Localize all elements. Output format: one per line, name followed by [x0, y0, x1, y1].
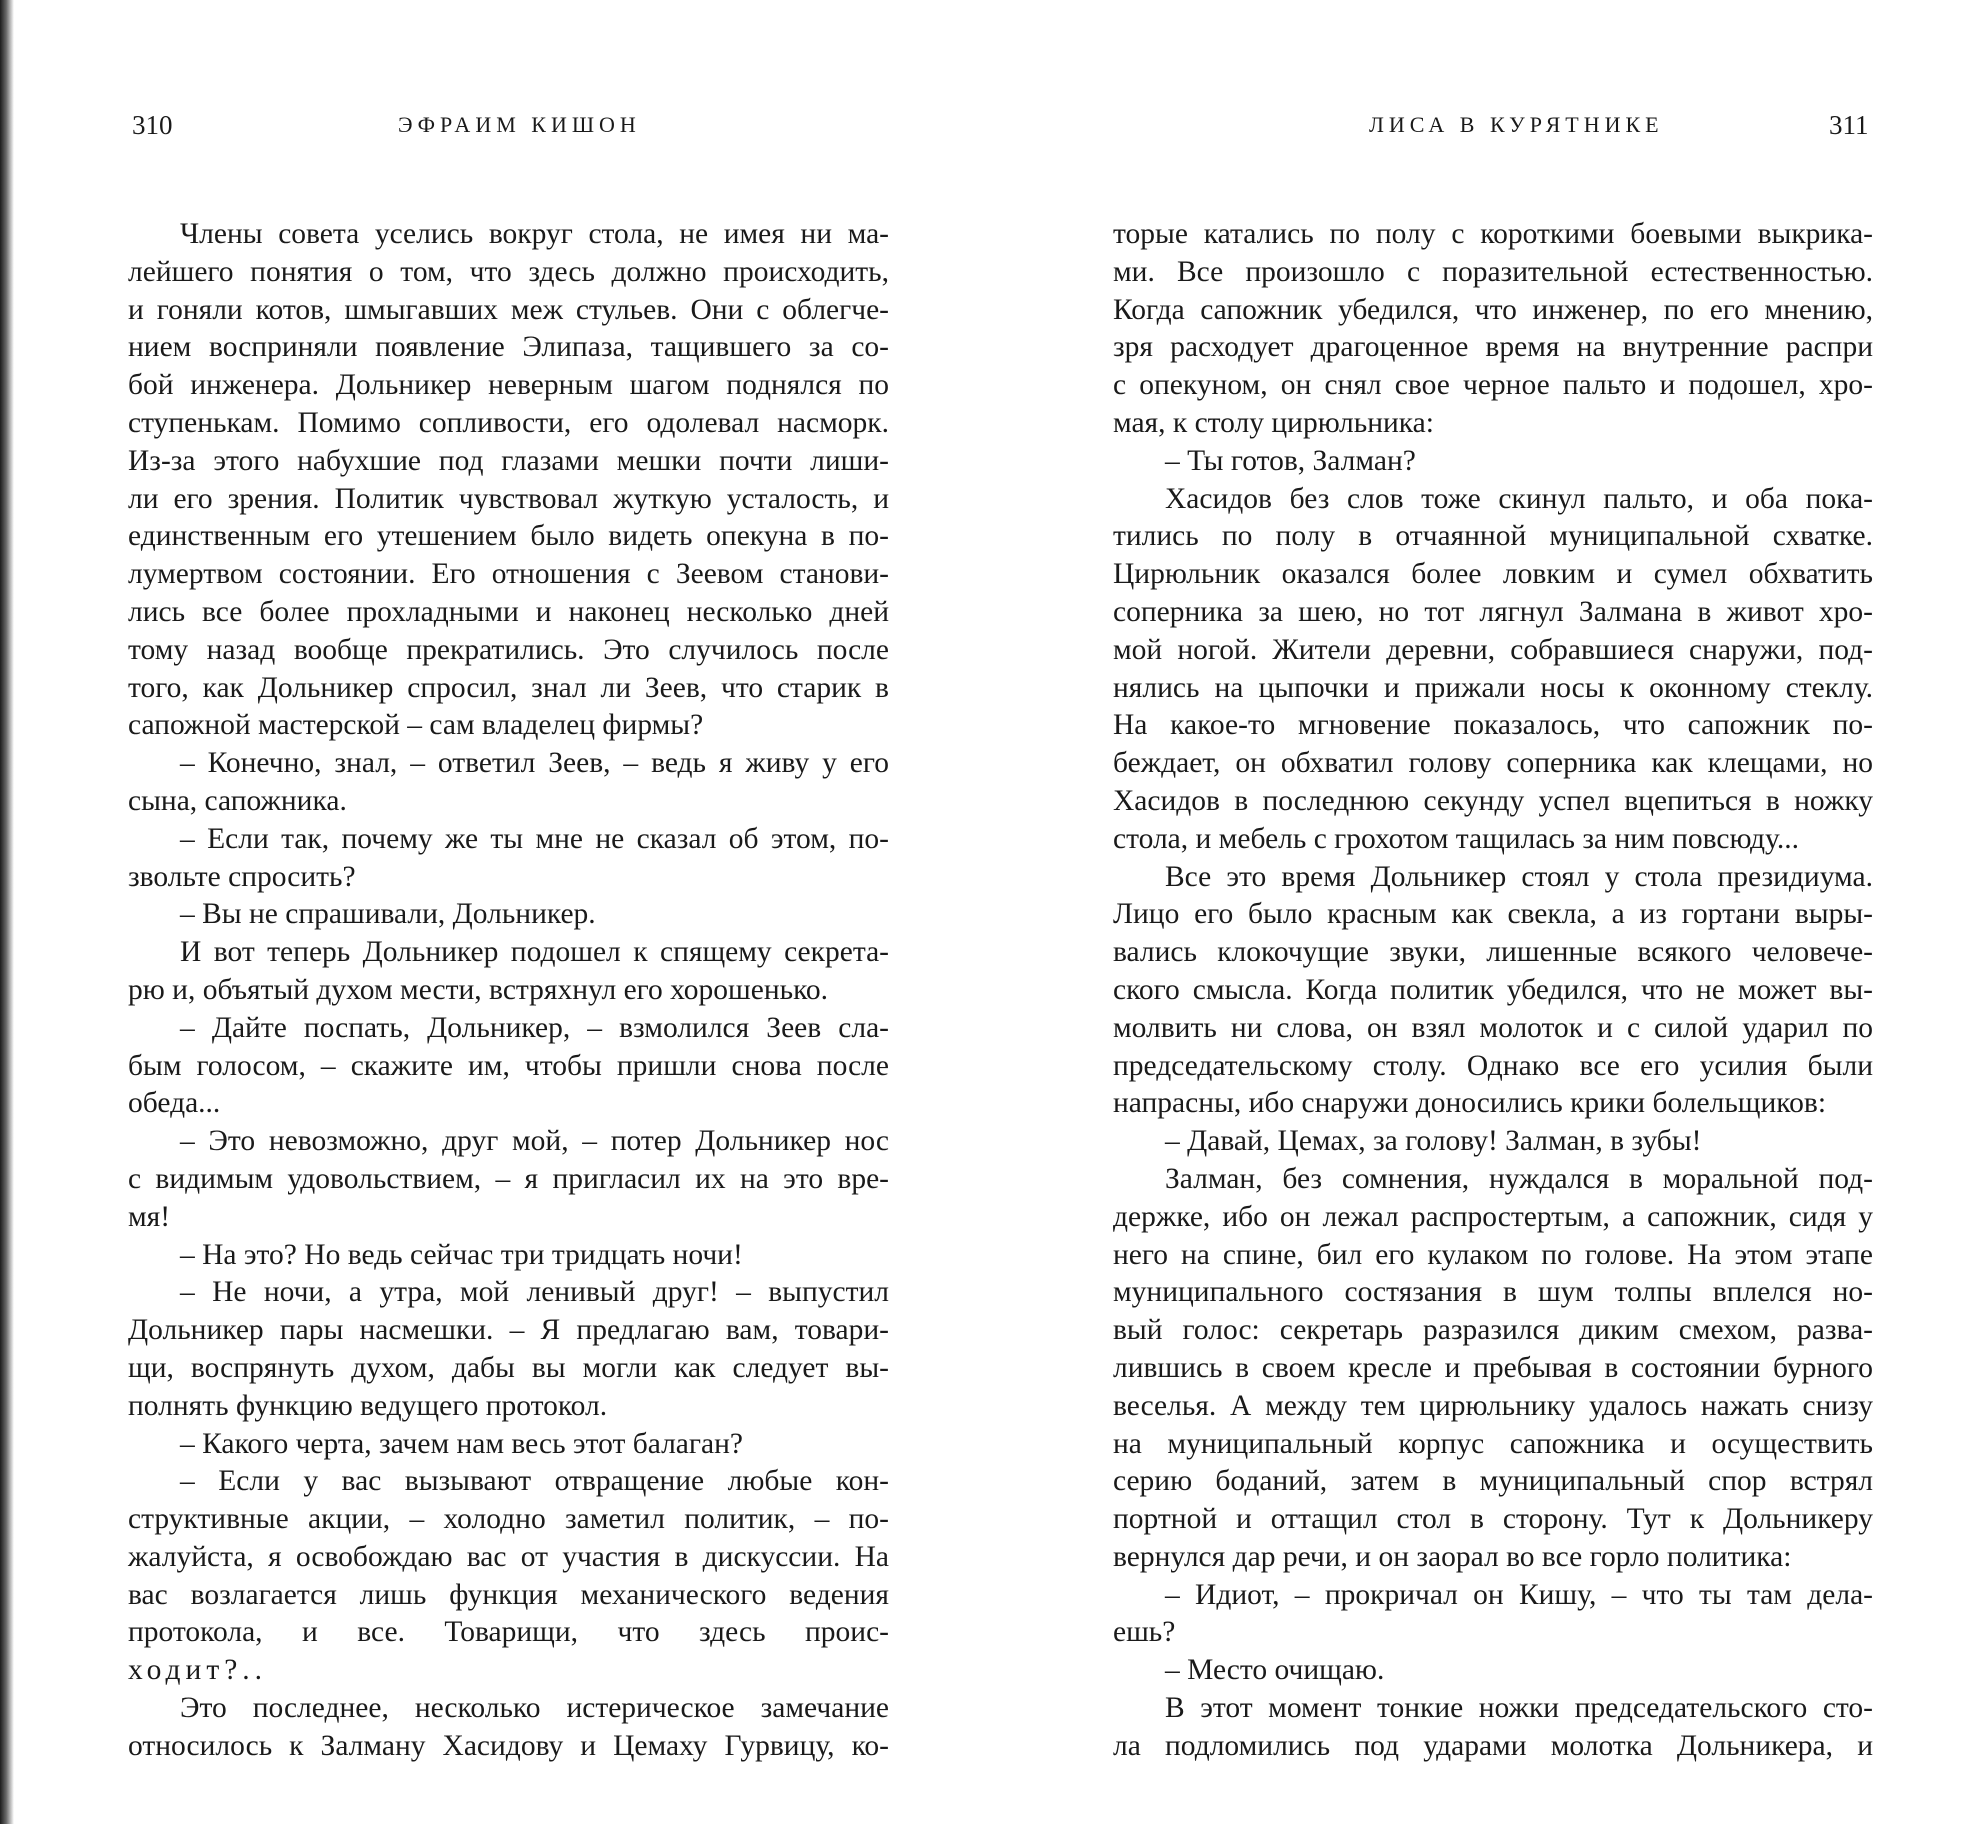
text-line: – Какого черта, зачем нам весь этот балаган?: [180, 1427, 743, 1460]
text-line: И вот теперь Дольникер подошел к спящему секрета-: [180, 936, 889, 969]
text-line: Лицо его было красным как свекла, а из гортани выры-: [1113, 898, 1873, 931]
text-line: Залман, без сомнения, нуждался в моральной под-: [1165, 1162, 1873, 1195]
text-line: сына, сапожника.: [128, 784, 347, 817]
text-line: ходит?..: [128, 1654, 268, 1687]
text-line: полнять функцию ведущего протокол.: [128, 1389, 608, 1422]
text-line: – Дайте поспать, Дольникер, – взмолился Зеев сла-: [180, 1011, 889, 1044]
text-line: бым голосом, – скажите им, чтобы пришли снова после: [128, 1049, 889, 1082]
text-line: веселья. А между тем цирюльнику удалось нажать снизу: [1113, 1389, 1873, 1422]
text-line: вый голос: секретарь разразился диким смехом, разва-: [1113, 1314, 1873, 1347]
text-line: напрасны, ибо снаружи доносились крики болельщиков:: [1113, 1087, 1827, 1120]
text-line: того, как Дольникер спросил, знал ли Зеев, что старик в: [128, 671, 889, 704]
text-line: обеда...: [128, 1087, 221, 1120]
text-line: – Конечно, знал, – ответил Зеев, – ведь я живу у его: [180, 747, 889, 780]
text-line: мя!: [128, 1200, 171, 1233]
right-page-number: 311: [1829, 110, 1869, 140]
right-running-head: ЛИСА В КУРЯТНИКЕ: [1369, 112, 1664, 137]
text-line: Из-за этого набухшие под глазами мешки почти лиши-: [128, 444, 889, 477]
text-line: – Вы не спрашивали, Дольникер.: [180, 898, 596, 931]
right-page: [993, 0, 1986, 1824]
text-line: вас возлагается лишь функция механического ведения: [128, 1578, 889, 1611]
text-line: Это последнее, несколько истерическое замечание: [180, 1692, 889, 1725]
text-line: ла подломились под ударами молотка Дольникера, и: [1113, 1729, 1873, 1762]
text-line: бой инженера. Дольникер неверным шагом поднялся по: [128, 369, 889, 402]
text-line: нием восприняли появление Элипаза, тащившего за со-: [128, 331, 889, 364]
text-line: беждает, он обхватил голову соперника как клещами, но: [1113, 747, 1873, 780]
text-line: Члены совета уселись вокруг стола, не имея ни ма-: [180, 218, 889, 250]
text-line: вались клокочущие звуки, лишенные всякого человече-: [1113, 936, 1873, 969]
text-line: держке, ибо он лежал распростертым, а сапожник, сидя у: [1113, 1200, 1873, 1233]
text-line: молвить ни слова, он взял молоток и с силой ударил по: [1113, 1011, 1873, 1044]
left-page-number: 310: [132, 110, 173, 140]
text-line: – Не ночи, а утра, мой ленивый друг! – выпустил: [180, 1276, 889, 1309]
text-line: портной и оттащил стол в сторону. Тут к Дольникеру: [1113, 1503, 1873, 1536]
text-line: – Давай, Цемах, за голову! Залман, в зубы!: [1165, 1125, 1702, 1158]
text-line: с видимым удовольствием, – я пригласил их на это вре-: [128, 1162, 889, 1195]
text-line: – Если у вас вызывают отвращение любые кон-: [180, 1465, 889, 1498]
text-line: мой ногой. Жители деревни, собравшиеся снаружи, под-: [1113, 633, 1873, 666]
text-line: ли его зрения. Политик чувствовал жуткую усталость, и: [128, 482, 889, 515]
text-line: единственным его утешением было видеть опекуна в по-: [128, 520, 889, 553]
text-line: стола, и мебель с грохотом тащилась за ним повсюду...: [1113, 822, 1799, 855]
text-line: Хасидов в последнюю секунду успел вцепиться в ножку: [1113, 784, 1873, 817]
text-line: ского смысла. Когда политик убедился, что не может вы-: [1113, 973, 1873, 1006]
text-line: – Если так, почему же ты мне не сказал об этом, по-: [180, 822, 889, 855]
left-running-head: ЭФРАИМ КИШОН: [398, 112, 641, 137]
text-line: лившись в своем кресле и пребывая в состоянии бурного: [1113, 1351, 1873, 1384]
text-line: Цирюльник оказался более ловким и сумел обхватить: [1113, 558, 1873, 591]
text-line: рю и, объятый духом мести, встряхнул его хорошенько.: [128, 973, 829, 1006]
text-line: – На это? Но ведь сейчас три тридцать ночи!: [180, 1238, 743, 1271]
text-line: В этот момент тонкие ножки председательского сто-: [1165, 1692, 1873, 1725]
text-line: – Место очищаю.: [1165, 1654, 1385, 1687]
text-line: жалуйста, я освобождаю вас от участия в дискуссии. На: [128, 1540, 889, 1573]
text-line: председательскому столу. Однако все его усилия были: [1113, 1049, 1873, 1082]
text-line: соперника за шею, но тот лягнул Залмана в живот хро-: [1113, 595, 1873, 628]
text-line: ешь?: [1113, 1616, 1176, 1649]
text-line: лумертвом состоянии. Его отношения с Зеевом станови-: [128, 558, 889, 591]
text-line: нялись на цыпочки и прижали носы к оконному стеклу.: [1113, 671, 1873, 704]
text-line: ступенькам. Помимо сопливости, его одолевал насморк.: [128, 406, 889, 439]
text-line: относилось к Залману Хасидову и Цемаху Гурвицу, ко-: [128, 1729, 889, 1762]
text-line: с опекуном, он снял свое черное пальто и подошел, хро-: [1113, 369, 1873, 402]
text-line: торые катались по полу с короткими боевыми выкрика-: [1113, 218, 1873, 250]
text-line: тому назад вообще прекратились. Это случилось после: [128, 633, 889, 666]
text-line: серию боданий, затем в муниципальный спор встрял: [1113, 1465, 1873, 1498]
text-line: ми. Все произошло с поразительной естественностью.: [1113, 255, 1873, 288]
left-text-block: [128, 216, 889, 1766]
text-line: лейшего понятия о том, что здесь должно происходить,: [128, 255, 889, 288]
text-line: на муниципальный корпус сапожника и осуществить: [1113, 1427, 1873, 1460]
text-line: – Это невозможно, друг мой, – потер Дольникер нос: [180, 1125, 889, 1158]
text-line: вернулся дар речи, и он заорал во все горло политика:: [1113, 1540, 1792, 1573]
right-text-block: [1113, 216, 1873, 1766]
text-line: зря расходует драгоценное время на внутренние распри: [1113, 331, 1873, 364]
text-line: и гоняли котов, шмыгавших меж стульев. Они с облегче-: [128, 293, 889, 326]
text-line: На какое-то мгновение показалось, что сапожник по-: [1113, 709, 1873, 742]
text-line: муниципального состязания в шум толпы вплелся но-: [1113, 1276, 1873, 1309]
text-line: него на спине, бил его кулаком по голове. На этом этапе: [1113, 1238, 1873, 1271]
page-edge-shadow: [0, 0, 14, 1824]
text-line: щи, воспрянуть духом, дабы вы могли как следует вы-: [128, 1351, 889, 1384]
text-line: Когда сапожник убедился, что инженер, по его мнению,: [1113, 293, 1873, 326]
text-line: звольте спросить?: [128, 860, 356, 893]
text-line: структивные акции, – холодно заметил политик, – по-: [128, 1503, 889, 1536]
text-line: Хасидов без слов тоже скинул пальто, и оба пока-: [1165, 482, 1873, 515]
text-line: тились по полу в отчаянной муниципальной схватке.: [1113, 520, 1873, 553]
text-line: Дольникер пары насмешки. – Я предлагаю вам, товари-: [128, 1314, 889, 1347]
text-line: мая, к столу цирюльника:: [1113, 406, 1434, 439]
text-line: Все это время Дольникер стоял у стола президиума.: [1165, 860, 1873, 893]
text-line: лись все более прохладными и наконец несколько дней: [128, 595, 889, 628]
text-line: сапожной мастерской – сам владелец фирмы?: [128, 709, 704, 742]
text-line: – Идиот, – прокричал он Кишу, – что ты там дела-: [1165, 1578, 1873, 1611]
text-line: протокола, и все. Товарищи, что здесь проис-: [128, 1616, 889, 1649]
text-line: – Ты готов, Залман?: [1165, 444, 1416, 477]
